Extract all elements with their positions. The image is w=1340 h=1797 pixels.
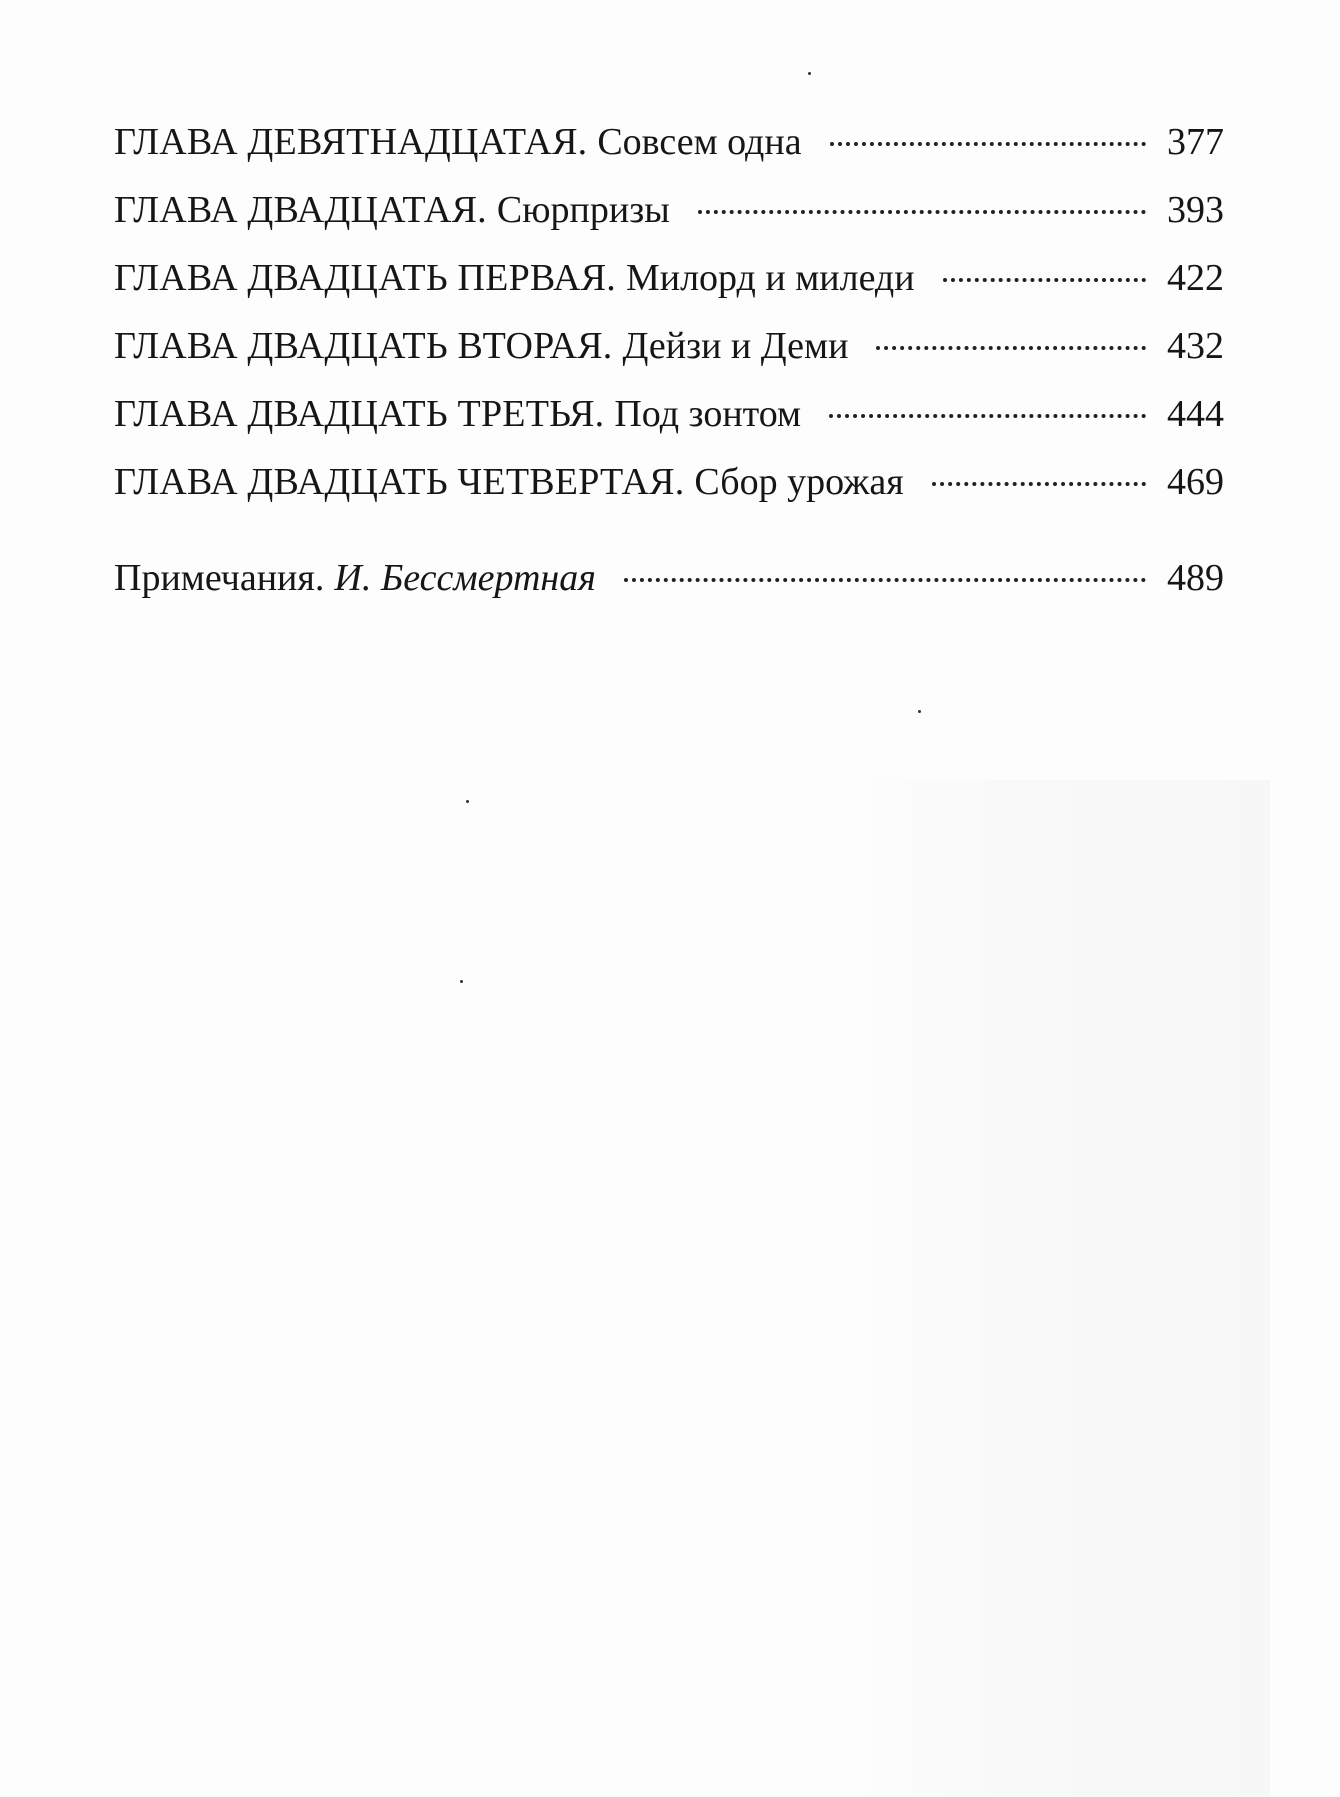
- toc-entry: [114, 176, 1224, 244]
- page-number: 489: [1167, 557, 1224, 599]
- chapter-number: ГЛАВА ДВАДЦАТЬ ВТОРАЯ.: [114, 325, 613, 367]
- toc-notes-entry: [114, 544, 1224, 612]
- dot-leader: [943, 278, 1146, 282]
- toc-entry: [114, 244, 1224, 312]
- toc-entry: [114, 108, 1224, 176]
- page-number: 432: [1167, 325, 1224, 367]
- paper-speck: [466, 800, 469, 803]
- paper-speck: [918, 710, 921, 713]
- page-number: 444: [1167, 393, 1224, 435]
- chapter-title: Сюрпризы: [496, 189, 670, 231]
- page-number: 422: [1167, 257, 1224, 299]
- chapter-title: Дейзи и Деми: [622, 325, 849, 367]
- page-number: 393: [1167, 189, 1224, 231]
- chapter-title: Сбор урожая: [694, 461, 904, 503]
- dot-leader: [932, 482, 1146, 486]
- toc-entry: [114, 448, 1224, 516]
- dot-leader: [876, 346, 1146, 350]
- page-number: 469: [1167, 461, 1224, 503]
- paper-speck: [460, 980, 463, 983]
- notes-author: И. Бессмертная: [334, 557, 596, 599]
- toc-entry: [114, 380, 1224, 448]
- toc-entry: [114, 312, 1224, 380]
- chapter-number: ГЛАВА ДВАДЦАТЬ ЧЕТВЕРТАЯ.: [114, 461, 685, 503]
- chapter-title: Совсем одна: [597, 121, 802, 163]
- notes-label: Примечания.: [114, 557, 325, 599]
- chapter-number: ГЛАВА ДВАДЦАТЬ ТРЕТЬЯ.: [114, 393, 605, 435]
- chapter-number: ГЛАВА ДВАДЦАТАЯ.: [114, 189, 487, 231]
- page-number: 377: [1167, 121, 1224, 163]
- table-of-contents: [114, 108, 1224, 612]
- dot-leader: [830, 142, 1146, 146]
- chapter-number: ГЛАВА ДЕВЯТНАДЦАТАЯ.: [114, 121, 588, 163]
- chapter-title: Под зонтом: [614, 393, 802, 435]
- paper-speck: [808, 72, 811, 75]
- chapter-number: ГЛАВА ДВАДЦАТЬ ПЕРВАЯ.: [114, 257, 616, 299]
- dot-leader: [829, 414, 1146, 418]
- dot-leader: [624, 578, 1146, 582]
- bleed-through-shadow: [850, 780, 1270, 1797]
- chapter-title: Милорд и миледи: [625, 257, 915, 299]
- dot-leader: [698, 210, 1146, 214]
